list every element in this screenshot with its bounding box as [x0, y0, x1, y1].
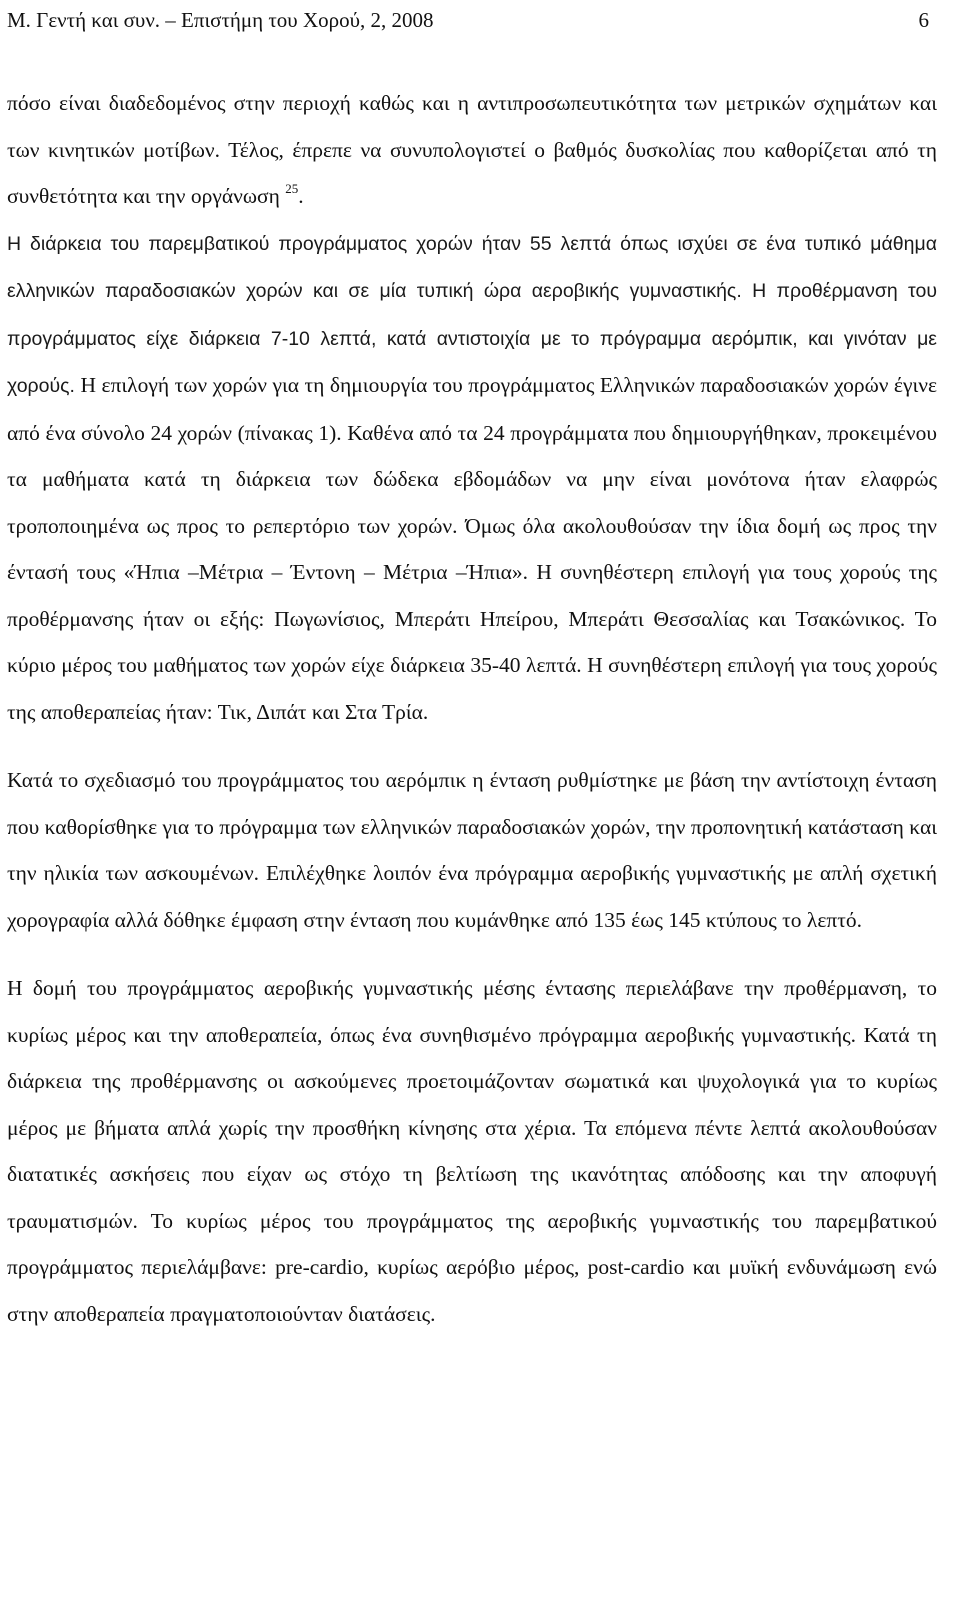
- paragraph-3-text: Κατά το σχεδιασμό του προγράμματος του αερόμπικ η ένταση ρυθμίστηκε με βάση την αντίστοιχη ένταση που καθορίσθηκε για το πρόγραμμα των ελληνικών παραδοσιακών χορών, την προπονητική κατάσταση και την ηλικία των ασκουμένων. Επιλέχθηκε λοιπόν ένα πρόγραμμα αεροβικής γυμναστικής με απλή σχετική χορογραφία αλλά δόθηκε έμφαση στην ένταση που κυμάνθηκε από 135 έως 145 κτύπους το λεπτό.: [7, 768, 937, 932]
- running-title: Μ. Γεντή και συν. – Επιστήμη του Χορού, 2, 2008: [7, 8, 434, 32]
- page-number: 6: [918, 8, 929, 32]
- paragraph-1-text: πόσο είναι διαδεδομένος στην περιοχή καθώς και η αντιπροσωπευτικότητα των μετρικών σχημάτων και των κινητικών μοτίβων. Τέλος, έπρεπε να συνυπολογιστεί ο βαθμός δυσκολίας που καθορίζεται από τη συνθετότητα και την οργάνωση: [7, 91, 937, 208]
- paragraph-4-text: Η δομή του προγράμματος αεροβικής γυμναστικής μέσης έντασης περιελάβανε την προθέρμανση, το κυρίως μέρος και την αποθεραπεία, όπως ένα συνηθισμένο πρόγραμμα αεροβικής γυμναστικής. Κατά τη διάρκεια της προθέρμανσης οι ασκούμενες προετοιμάζονταν σωματικά και ψυχολογικά για το κυρίως μέρος με βήματα απλά χωρίς την προσθήκη κίνησης στα χέρια. Τα επόμενα πέντε λεπτά ακολουθούσαν διατατικές ασκήσεις που είχαν ως στόχο τη βελτίωση της ικανότητας απόδοσης και την αποφυγή τραυματισμών. Το κυρίως μέρος του προγράμματος της αεροβικής γυμναστικής του παρεμβατικού προγράμματος περιελάμβανε: pre-cardio, κυρίως αερόβιο μέρος, post-cardio και μυϊκή ενδυνάμωση ενώ στην αποθεραπεία πραγματοποιούνταν διατάσεις.: [7, 976, 937, 1326]
- paragraph-4: [7, 965, 937, 1337]
- page-header: [7, 0, 937, 48]
- paragraph-2-sans-text: Η διάρκεια του παρεμβατικού προγράμματος χορών ήταν 55 λεπτά όπως ισχύει σε ένα τυπικό μάθημα ελληνικών παραδοσιακών χορών και σε μία τυπική ώρα αεροβικής γυμναστικής. Η προθέρμανση του προγράμματος είχε διάρκεια 7-10 λεπτά, κατά αντιστοιχία με το πρόγραμμα αερόμπικ, και γινόταν με χορούς.: [7, 232, 937, 397]
- paragraph-3: [7, 757, 937, 943]
- paragraph-1: [7, 80, 937, 220]
- paragraph-2-serif-text: Η επιλογή των χορών για τη δημιουργία του προγράμματος Ελληνικών παραδοσιακών χορών έγινε από ένα σύνολο 24 χορών (πίνακας 1). Καθένα από τα 24 προγράμματα που δημιουργήθηκαν, προκειμένου τα μαθήματα κατά τη διάρκεια των δώδεκα εβδομάδων να μην είναι μονότονα ήταν ελαφρώς τροποποιημένα ως προς το ρεπερτόριο των χορών. Όμως όλα ακολουθούσαν την ίδια δομή ως προς την έντασή τους «Ήπια –Μέτρια – Έντονη – Μέτρια –Ήπια». Η συνηθέστερη επιλογή για τους χορούς της προθέρμανσης ήταν οι εξής: Πωγωνίσιος, Μπεράτι Ηπείρου, Μπεράτι Θεσσαλίας και Τσακώνικος. Το κύριο μέρος του μαθήματος των χορών είχε διάρκεια 35-40 λεπτά. Η συνηθέστερη επιλογή για τους χορούς της αποθεραπείας ήταν: Τικ, Διπάτ και Στα Τρία.: [7, 373, 937, 724]
- document-page: [7, 0, 937, 1337]
- footnote-reference[interactable]: 25: [285, 180, 299, 196]
- paragraph-1-end: .: [298, 184, 304, 208]
- paragraph-2: [7, 220, 937, 736]
